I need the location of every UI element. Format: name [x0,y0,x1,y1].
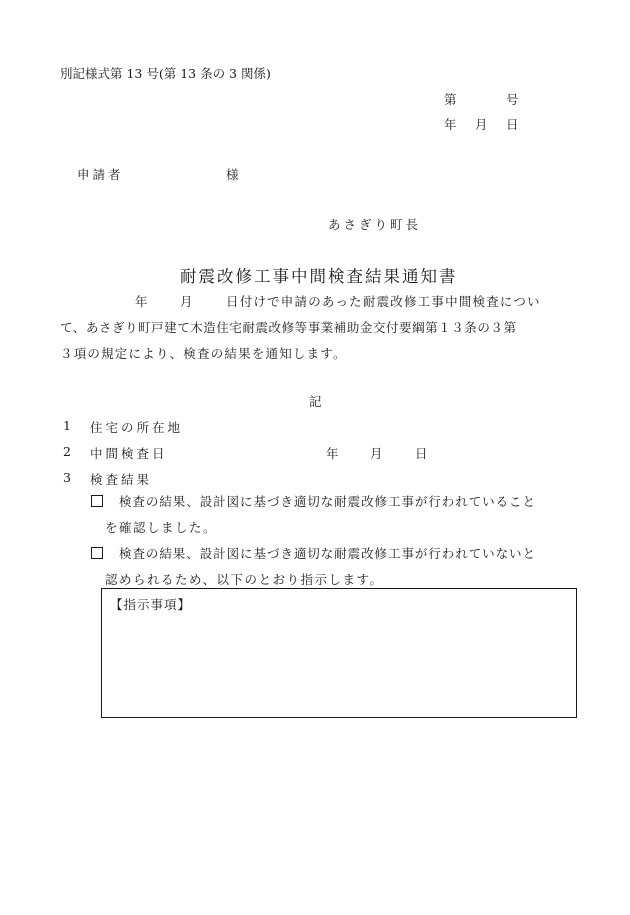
option-1-line-2: を確認しました。 [105,520,218,535]
item-2-month: 月 [370,446,383,461]
body-line-2: て、あさぎり町戸建て木造住宅耐震改修等事業補助金交付要綱第１３条の３第 [60,320,517,335]
item-1-label: 住宅の所在地 [90,420,184,435]
applicant-honorific: 様 [226,167,239,182]
option-1-checkbox[interactable] [91,495,103,510]
item-1-number: 1 [63,418,71,433]
doc-number-suffix: 号 [506,92,519,107]
body-line-1: 日付けで申請のあった耐震改修工事中間検査につい [226,294,541,309]
document-title: 耐震改修工事中間検査結果通知書 [180,267,458,286]
option-2-checkbox[interactable] [91,547,103,562]
body-date-month: 月 [180,294,193,309]
option-1-line-1: 検査の結果、設計図に基づき適切な耐震改修工事が行われていること [119,494,536,509]
body-date-year: 年 [135,294,148,309]
form-label: 別記様式第 13 号(第 13 条の 3 関係) [60,66,271,81]
date-year: 年 [444,117,457,132]
item-2-year: 年 [326,446,339,461]
doc-number-prefix: 第 [444,92,457,107]
applicant-label: 申請者 [77,167,124,182]
date-day: 日 [506,117,519,132]
ki-heading: 記 [309,394,322,409]
body-line-3: ３項の規定により、検査の結果を通知します。 [60,346,347,361]
date-month: 月 [475,117,488,132]
item-2-day: 日 [415,446,428,461]
item-3-number: 3 [63,470,71,485]
issuer: あさぎり町長 [328,217,422,232]
item-3-label: 検査結果 [90,472,153,487]
instruction-box[interactable] [101,588,577,718]
option-2-line-1: 検査の結果、設計図に基づき適切な耐震改修工事が行われていないと [119,546,536,561]
item-2-label: 中間検査日 [90,446,168,461]
item-2-number: 2 [63,444,71,459]
option-2-line-2: 認められるため、以下のとおり指示します。 [105,572,384,587]
instruction-box-label: 【指示事項】 [110,597,192,612]
